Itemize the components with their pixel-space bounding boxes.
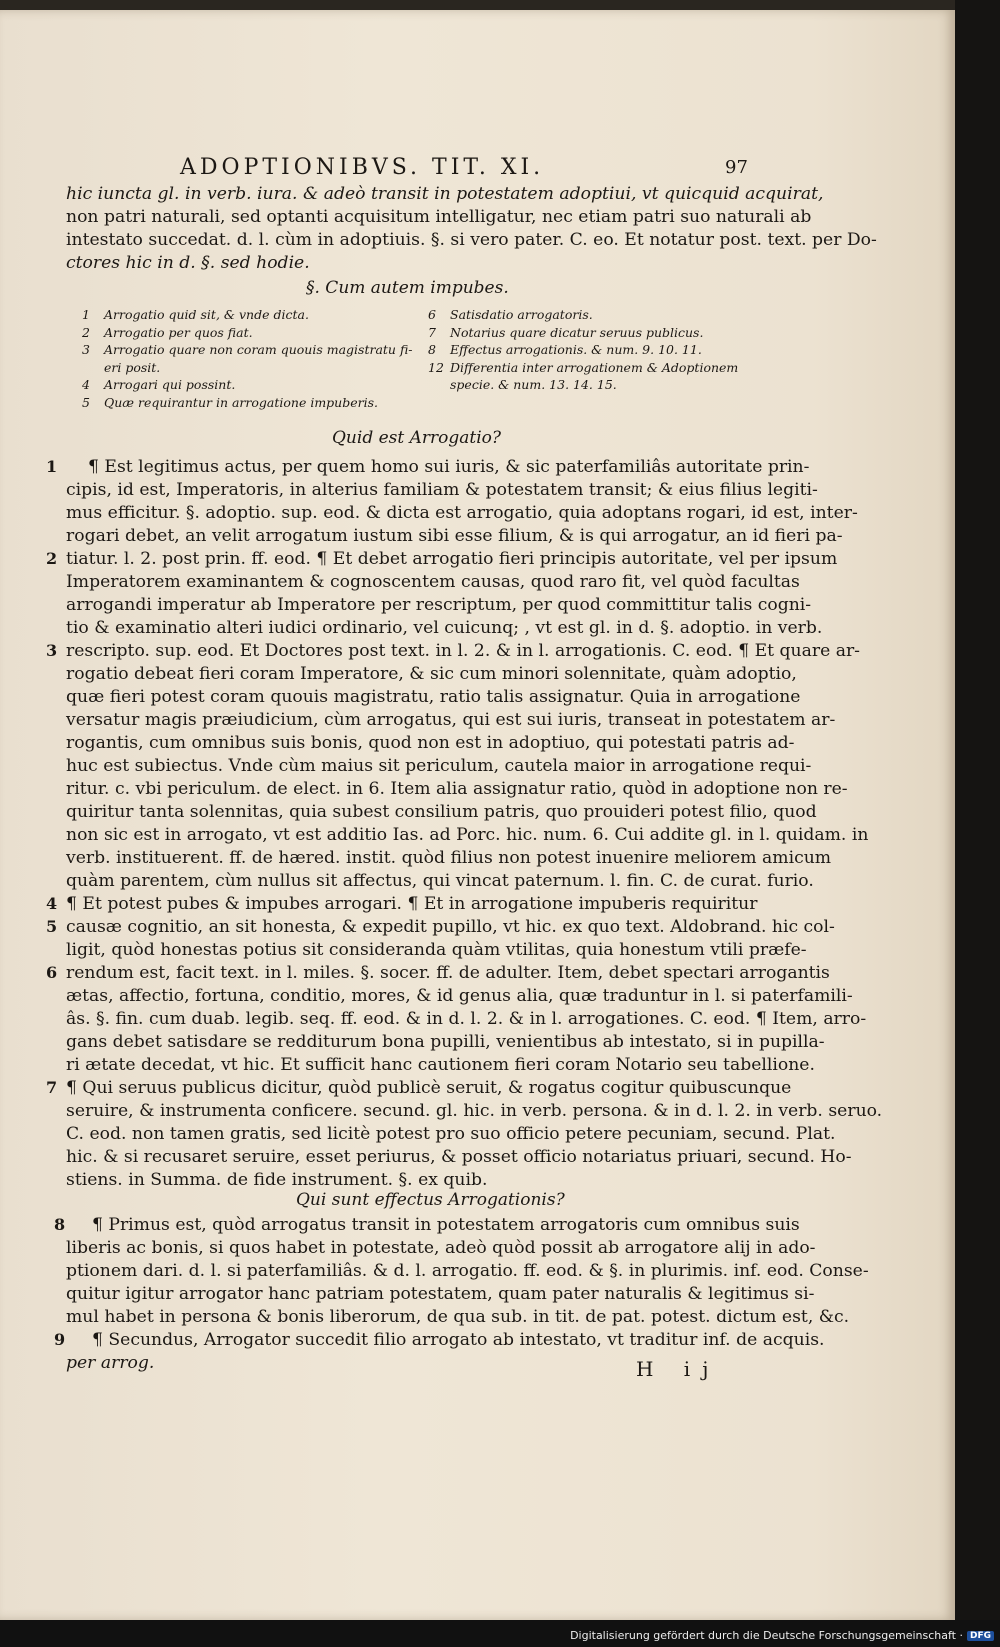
text-line: hic. & si recusaret seruire, esset periurus, & posset officio notariatus priuari, secund. Ho- <box>66 1147 852 1167</box>
section-heading-cum-autem: §. Cum autem impubes. <box>306 278 509 298</box>
text-line: gans debet satisdare se redditurum bona pupilli, venientibus ab intestato, si in pupilla- <box>66 1032 825 1052</box>
text-line: quæ fieri potest coram quouis magistratu, ratio talis assignatur. Quia in arrogatione <box>66 687 801 707</box>
text-line: rogatio debeat fieri coram Imperatore, & sic cum minori solennitate, quàm adoptio, <box>66 664 797 684</box>
text-line: quiritur tanta solennitas, quia subest consilium patris, quo prouideri potest filio, quod <box>66 802 817 822</box>
text-line: rendum est, facit text. in l. miles. §. socer. ff. de adulter. Item, debet spectari arrogantis <box>66 963 830 983</box>
index-item: 1 Arrogatio quid sit, & vnde dicta. <box>82 307 309 322</box>
text-line: non patri naturali, sed optanti acquisitum intelligatur, nec etiam patri suo naturali ab <box>66 207 812 227</box>
text-line: intestato succedat. d. l. cùm in adoptiuis. §. si vero pater. C. eo. Et notatur post. text. per Do- <box>66 230 877 250</box>
signature-mark: H ij <box>636 1357 721 1381</box>
credit-text: Digitalisierung gefördert durch die Deutsche Forschungsgemeinschaft · <box>570 1629 963 1642</box>
text-line: tiatur. l. 2. post prin. ff. eod. ¶ Et debet arrogatio fieri principis autoritate, vel per ipsum <box>66 549 838 569</box>
text-line: quàm parentem, cùm nullus sit affectus, qui vincat paternum. l. fin. C. de curat. furio. <box>66 871 814 891</box>
funding-credit <box>570 1629 994 1642</box>
text-line: per arrog. <box>66 1353 155 1373</box>
text-line: âs. §. fin. cum duab. legib. seq. ff. eod. & in d. l. 2. & in l. arrogationes. C. eod. ¶ Item, arro- <box>66 1009 867 1029</box>
index-item: 6 Satisdatio arrogatoris. <box>428 307 593 322</box>
margin-number: 1 <box>46 457 58 476</box>
text-line: ¶ Qui seruus publicus dicitur, quòd publicè seruit, & rogatus cogitur quibuscunque <box>66 1078 792 1098</box>
heading-quid-est-arrogatio: Quid est Arrogatio? <box>332 428 502 448</box>
margin-number: 4 <box>46 894 58 913</box>
margin-number: 8 <box>54 1215 66 1234</box>
index-item: 5 Quæ requirantur in arrogatione impuberis. <box>82 394 378 410</box>
index-item: 7 Notarius quare dicatur seruus publicus. <box>428 324 704 340</box>
index-item: 8 Effectus arrogationis. & num. 9. 10. 11. <box>428 342 702 358</box>
heading-qui-sunt-effectus: Qui sunt effectus Arrogationis? <box>296 1190 565 1210</box>
index-item: 3 Arrogatio quare non coram quouis magistratu fi- <box>82 342 413 358</box>
text-line: seruire, & instrumenta conficere. secund. gl. hic. in verb. persona. & in d. l. 2. in verb. seruo. <box>66 1101 883 1121</box>
index-item: 12 Differentia inter arrogationem & Adoptionem <box>428 359 739 375</box>
scan-right-margin <box>955 0 1000 1647</box>
text-line: ¶ Est legitimus actus, per quem homo sui iuris, & sic paterfamiliâs autoritate prin- <box>88 457 810 477</box>
text-line: ¶ Secundus, Arrogator succedit filio arrogato ab intestato, vt traditur inf. de acquis. <box>92 1330 825 1350</box>
dfg-logo-icon: DFG <box>967 1631 994 1641</box>
text-line: ctores hic in d. §. sed hodie. <box>66 253 310 273</box>
text-line: verb. instituerent. ff. de hæred. instit. quòd filius non potest inuenire meliorem amicum <box>66 848 832 868</box>
summary-index-left <box>82 306 413 412</box>
text-line: ritur. c. vbi periculum. de elect. in 6. Item alia assignatur ratio, quòd in adoptione non re- <box>66 779 848 799</box>
text-line: stiens. in Summa. de fide instrument. §. ex quib. <box>66 1170 488 1190</box>
text-line: ri ætate decedat, vt hic. Et sufficit hanc cautionem fieri coram Notario seu tabellione. <box>66 1055 815 1075</box>
summary-index-right <box>428 306 738 394</box>
margin-number: 2 <box>46 549 58 568</box>
text-line: rogari debet, an velit arrogatum iustum sibi esse filium, & is qui arrogatur, an id fieri pa- <box>66 526 843 546</box>
text-line: ¶ Primus est, quòd arrogatus transit in potestatem arrogatoris cum omnibus suis <box>92 1215 800 1235</box>
text-line: ligit, quòd honestas potius sit consideranda quàm vtilitas, quia honestum vtili præfe- <box>66 940 807 960</box>
text-line: quitur igitur arrogator hanc patriam potestatem, quam pater naturalis & legitimus si- <box>66 1284 815 1304</box>
text-line: ptionem dari. d. l. si paterfamiliâs. & d. l. arrogatio. ff. eod. & §. in plurimis. inf. eod. Conse- <box>66 1261 869 1281</box>
text-line: rogantis, cum omnibus suis bonis, quod non est in adoptiuo, qui potestati patris ad- <box>66 733 795 753</box>
text-line: liberis ac bonis, si quos habet in potestate, adeò quòd possit ab arrogatore alij in ado- <box>66 1238 816 1258</box>
text-line: mul habet in persona & bonis liberorum, de qua sub. in tit. de pat. potest. dictum est, &c. <box>66 1307 850 1327</box>
index-item: 4 Arrogari qui possint. <box>82 377 236 393</box>
text-line: cipis, id est, Imperatoris, in alterius familiam & potestatem transit; & eius filius legiti- <box>66 480 818 500</box>
text-line: versatur magis præiudicium, cùm arrogatus, qui est sui iuris, transeat in potestatem ar- <box>66 710 836 730</box>
index-item: specie. & num. 13. 14. 15. <box>450 377 617 393</box>
margin-number: 9 <box>54 1330 66 1349</box>
text-line: causæ cognitio, an sit honesta, & expedit pupillo, vt hic. ex quo text. Aldobrand. hic col- <box>66 917 835 937</box>
margin-number: 6 <box>46 963 58 982</box>
text-line: rescripto. sup. eod. Et Doctores post text. in l. 2. & in l. arrogationis. C. eod. ¶ Et quare ar- <box>66 641 860 661</box>
margin-number: 5 <box>46 917 58 936</box>
index-item: eri posit. <box>104 359 161 375</box>
margin-number: 3 <box>46 641 58 660</box>
index-item: 2 Arrogatio per quos fiat. <box>82 324 253 340</box>
text-line: tio & examinatio alteri iudici ordinario, vel cuicunq; , vt est gl. in d. §. adoptio. in verb. <box>66 618 823 638</box>
text-line: ¶ Et potest pubes & impubes arrogari. ¶ Et in arrogatione impuberis requiritur <box>66 894 758 914</box>
text-line: arrogandi imperatur ab Imperatore per rescriptum, per quod committitur talis cogni- <box>66 595 812 615</box>
text-line: huc est subiectus. Vnde cùm maius sit periculum, cautela maior in arrogatione requi- <box>66 756 812 776</box>
text-line: Imperatorem examinantem & cognoscentem causas, quod raro fit, vel quòd facultas <box>66 572 800 592</box>
folio-number: 97 <box>725 157 748 178</box>
text-line: mus efficitur. §. adoptio. sup. eod. & dicta est arrogatio, quia adoptans rogari, id est, inter- <box>66 503 858 523</box>
text-line: hic iuncta gl. in verb. iura. & adeò transit in potestatem adoptiui, vt quicquid acquirat, <box>66 184 824 204</box>
running-title: ADOPTIONIBVS. TIT. XI. <box>180 155 545 180</box>
text-line: ætas, affectio, fortuna, conditio, mores, & id genus alia, quæ traduntur in l. si paterfamili- <box>66 986 853 1006</box>
text-line: non sic est in arrogato, vt est additio Ias. ad Porc. hic. num. 6. Cui addite gl. in l. quidam. in <box>66 825 869 845</box>
text-line: C. eod. non tamen gratis, sed licitè potest pro suo officio petere pecuniam, secund. Plat. <box>66 1124 836 1144</box>
margin-number: 7 <box>46 1078 58 1097</box>
